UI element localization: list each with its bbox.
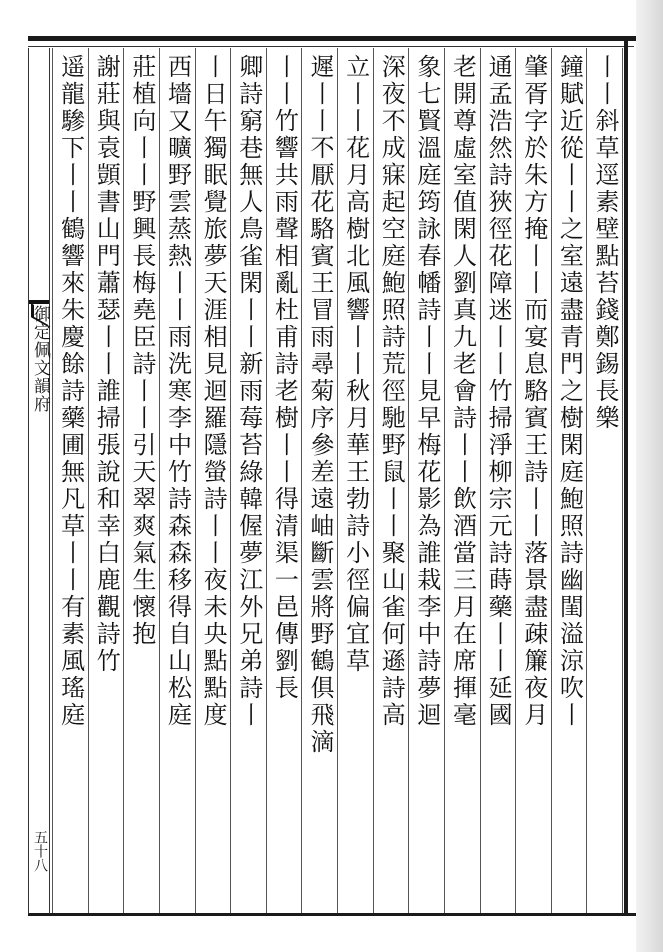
column-rule: [52, 48, 53, 913]
column-rule: [301, 48, 302, 913]
text-column: 西墻又曠野雲蒸熱丨丨雨洗寒李中竹詩森森移得自山松庭: [163, 54, 192, 729]
column-rule: [159, 48, 160, 913]
column-rule: [337, 48, 338, 913]
page-number: 五十八: [32, 830, 48, 872]
text-column: 深夜不成寐起空庭鮑照詩荒徑馳野鼠丨丨聚山雀何遜詩高: [377, 54, 406, 729]
text-column: 丨丨竹響共雨聲相亂杜甫詩老樹丨丨得清渠一邑傳劉長: [270, 54, 299, 702]
column-rule: [88, 48, 89, 913]
text-column: 通孟浩然詩狹徑花障迷丨丨竹掃淨柳宗元詩蒔藥丨丨延國: [484, 54, 513, 729]
bottom-border: [28, 913, 636, 916]
text-column: 卿詩窮巷無人鳥雀閑丨丨新雨莓苔綠韓偓夢江外兄弟詩丨: [234, 54, 263, 729]
column-rule: [230, 48, 231, 913]
text-column: 遲丨丨不厭花駱賓王冒雨尋菊序參差遠岫斷雲將野鶴俱飛滴: [306, 54, 334, 756]
book-title: 御定佩文韻府: [30, 305, 50, 413]
column-rule: [123, 48, 124, 913]
text-column: 象七賢溫庭筠詠春幡詩丨丨見早梅花影為誰栽李中詩夢迴: [412, 54, 441, 729]
text-column: 肇胥字於朱方掩丨丨而宴息駱賓王詩丨丨落景盡疎簾夜月: [519, 54, 548, 729]
text-column: 莊植向丨丨野興長梅堯臣詩丨丨引天翠爽氣生懷抱: [127, 54, 156, 648]
column-rule: [373, 48, 374, 913]
column-rule: [266, 48, 267, 913]
column-rule: [622, 48, 623, 913]
column-rule: [195, 48, 196, 913]
text-column: 鐘賦近從丨丨之室遠盡青門之樹閑庭鮑照詩幽閨溢涼吹丨: [555, 54, 584, 729]
text-column: 謝莊與袁顗書山門蕭瑟丨丨誰掃張說和幸白鹿觀詩竹: [92, 54, 121, 675]
text-column: 立丨丨花月高樹北風響丨丨秋月華王勃詩小徑偏宜草: [341, 54, 370, 675]
column-rule: [515, 48, 516, 913]
top-border: [28, 36, 636, 41]
column-rule: [480, 48, 481, 913]
column-rule: [551, 48, 552, 913]
column-rule: [408, 48, 409, 913]
right-margin: [636, 0, 663, 952]
text-column: 老開尊虛室值閑人劉真九老會詩丨丨飲酒當三月在席揮毫: [448, 54, 477, 729]
right-border: [624, 36, 628, 916]
column-rule: [444, 48, 445, 913]
top-border-inner: [28, 46, 634, 47]
left-margin: [0, 0, 28, 952]
text-column: 丨日午獨眠覺旅夢天涯相見迴羅隱螢詩丨丨夜未央點點度: [199, 54, 228, 729]
last-text-column: 遥龍驂下丨丨鶴響來朱慶餘詩藥圃無凡草丨丨有素風瑤庭: [56, 54, 85, 729]
text-column: 丨丨斜草逕素壁點苔錢鄭錫長樂: [591, 54, 619, 432]
column-rule: [586, 48, 587, 913]
